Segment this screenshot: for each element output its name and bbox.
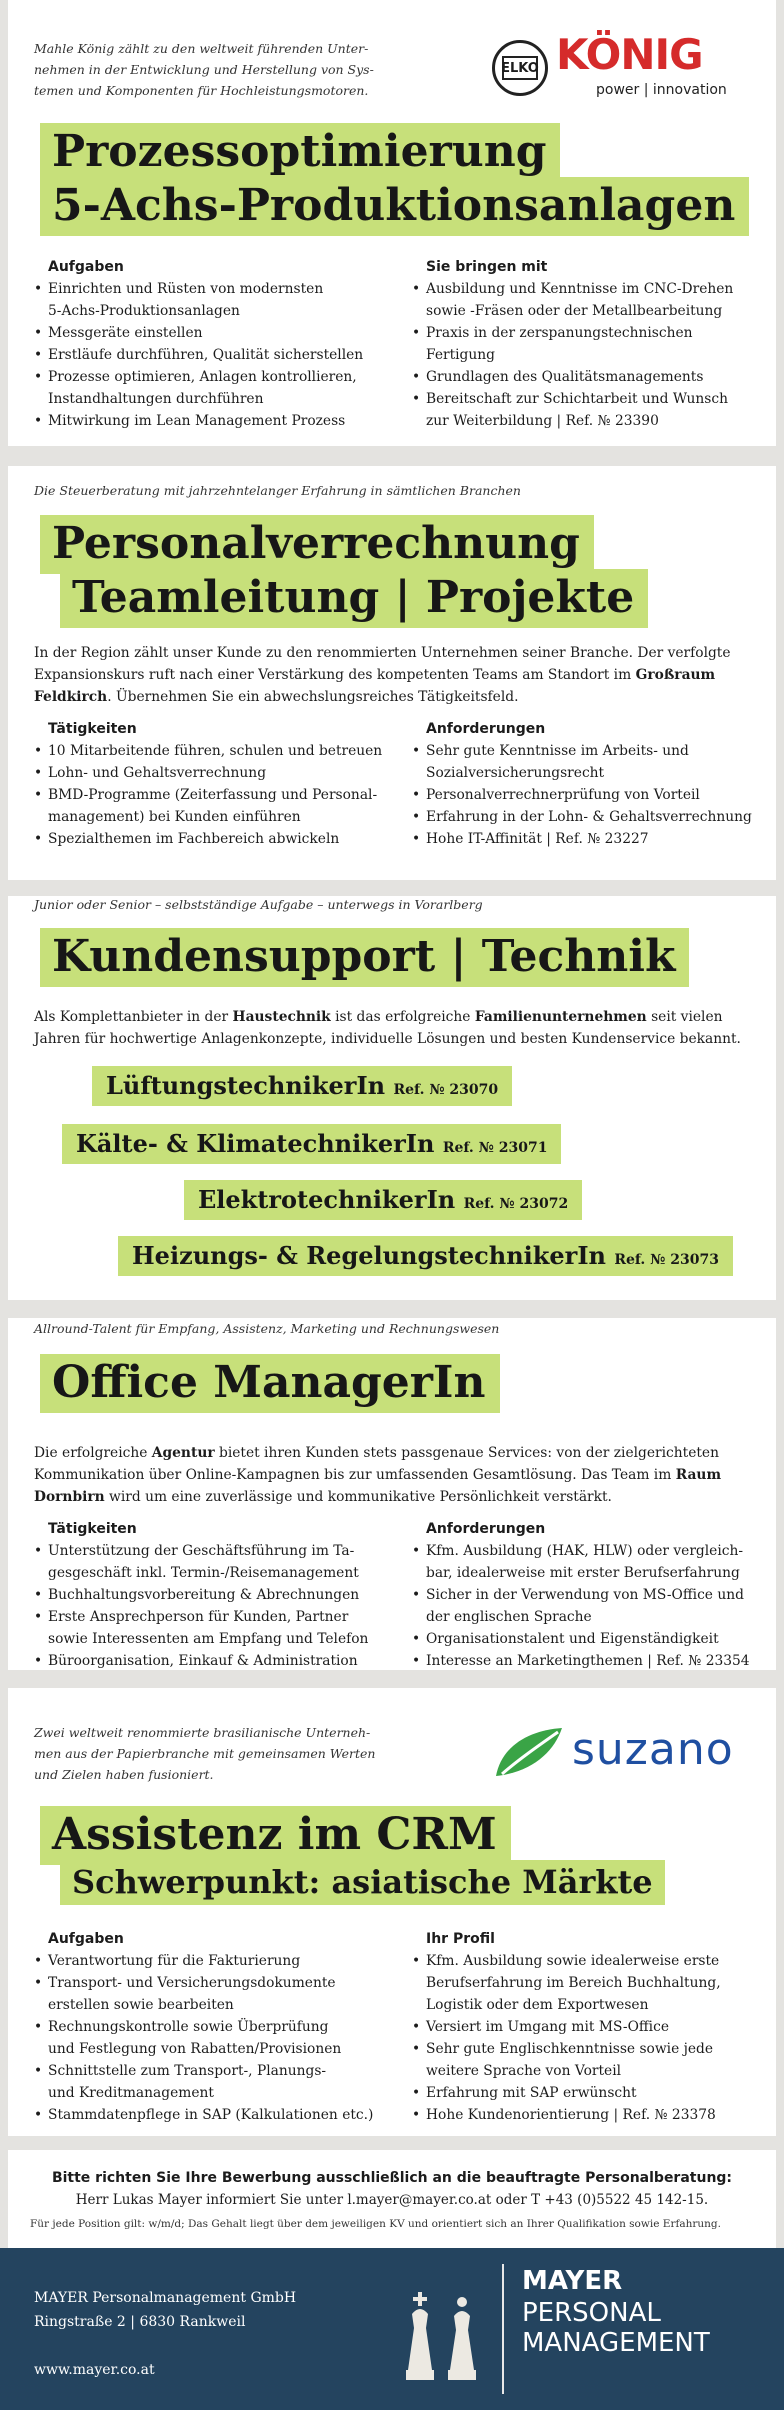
tasks-column [34,1928,394,2126]
intro-line: Mahle König zählt zu den weltweit führenden Unter- [34,41,369,56]
bullet-list [34,740,394,850]
bullet-list [34,1540,394,1672]
job-title-line: Kundensupport | Technik [40,928,689,987]
company-name: MAYER Personalmanagement GmbH [34,2290,297,2306]
list-item-cont: der englischen Sprache [426,1609,592,1625]
list-item-cont: Logistik oder dem Exportwesen [426,1997,649,2013]
chess-pieces-icon [404,2288,484,2388]
list-item-cont: Berufserfahrung im Bereich Buchhaltung, [426,1975,721,1991]
list-item: • Sicher in der Verwendung von MS-Office und [412,1584,772,1606]
ad-paragraph [34,642,750,708]
list-item-cont: erstellen sowie bearbeiten [48,1997,234,2013]
requirements-column [412,718,772,850]
ad-paragraph [34,1006,750,1050]
job-title-line: Teamleitung | Projekte [60,569,648,628]
para-text: Expansionskurs ruft nach einer Verstärkung des kompetenten Teams am Standort im [34,667,636,683]
para-line [34,1006,750,1028]
suzano-logo [492,1724,752,1784]
bullet-list [412,740,772,850]
intro-line: nehmen in der Entwicklung und Herstellung von Sys- [34,62,374,77]
koenig-wordmark: KÖNIG [556,30,703,79]
para-bold: Agentur [151,1445,215,1461]
list-item: • Verantwortung für die Fakturierung [34,1950,394,1972]
intro-line: temen und Komponenten für Hochleistungsmotoren. [34,83,369,98]
ad-intro [34,38,374,101]
list-item-cont: sowie -Fräsen oder der Metallbearbeitung [426,303,723,319]
list-item: • Interesse an Marketingthemen | Ref. № 23354 [412,1650,772,1672]
mayer-logo-line: MAYER [522,2266,623,2296]
para-line [34,1442,750,1464]
application-contact[interactable]: Herr Lukas Mayer informiert Sie unter l.mayer@mayer.co.at oder T +43 (0)5522 45 142-15. [75,2192,709,2208]
footer [0,2248,784,2410]
list-item-cont: sowie Interessenten am Empfang und Telefon [48,1631,369,1647]
column-heading: Aufgaben [48,259,124,275]
list-item: • Erstläufe durchführen, Qualität sicherstellen [34,344,394,366]
bullet-list [34,278,394,432]
list-item-cont: und Kreditmanagement [48,2085,214,2101]
tasks-column [34,1518,394,1672]
requirements-column [412,1518,772,1672]
tasks-column [34,718,394,850]
list-item: • Personalverrechnerprüfung von Vorteil [412,784,772,806]
list-item: • Mitwirkung im Lean Management Prozess [34,410,394,432]
intro-line: men aus der Papierbranche mit gemeinsamen Werten [34,1746,376,1761]
list-item: • Grundlagen des Qualitätsmanagements [412,366,772,388]
list-item-cont: Sozialversicherungsrecht [426,765,605,781]
suzano-leaf-icon [492,1724,566,1782]
column-heading: Tätigkeiten [48,1521,137,1537]
column-heading: Tätigkeiten [48,721,137,737]
para-line [34,1464,750,1486]
list-item: • Bereitschaft zur Schichtarbeit und Wunsch [412,388,772,410]
bullet-list [34,1950,394,2126]
job-title-line: Schwerpunkt: asiatische Märkte [60,1860,665,1905]
list-item: • 10 Mitarbeitende führen, schulen und betreuen [34,740,394,762]
para-line [34,1486,750,1508]
list-item: • Büroorganisation, Einkauf & Administration [34,1650,394,1672]
list-item-cont: weitere Sprache von Vorteil [426,2063,622,2079]
list-item: • Prozesse optimieren, Anlagen kontrollieren, [34,366,394,388]
job-tag [118,1236,733,1276]
list-item: • Sehr gute Kenntnisse im Arbeits- und [412,740,772,762]
job-title-line: Assistenz im CRM [40,1806,511,1865]
intro-line: Zwei weltweit renommierte brasilianische Unterneh- [34,1725,371,1740]
job-ad-office-manager [8,1318,776,1670]
para-line [34,686,750,708]
job-tag [184,1180,582,1220]
list-item: • Ausbildung und Kenntnisse im CNC-Drehen [412,278,772,300]
list-item-cont: 5-Achs-Produktionsanlagen [48,303,240,319]
list-item-cont: Instandhaltungen durchführen [48,391,264,407]
mayer-logo-line: PERSONAL [522,2298,661,2328]
job-title-line: Personalverrechnung [40,515,594,574]
job-tag-title: Heizungs- & RegelungstechnikerIn [132,1241,606,1270]
ad-intro: Die Steuerberatung mit jahrzehntelanger Erfahrung in sämtlichen Branchen [34,483,521,498]
requirements-column [412,256,772,432]
column-heading: Aufgaben [48,1931,124,1947]
application-info [8,2150,776,2248]
job-tag [92,1066,512,1106]
para-bold: Raum [675,1467,722,1483]
list-item: • Hohe IT-Affinität | Ref. № 23227 [412,828,772,850]
para-text: bietet ihren Kunden stets passgenaue Services: von der zielgerichteten [214,1445,719,1461]
para-text: Die erfolgreiche [34,1445,152,1461]
elko-badge-icon [492,40,548,96]
elko-text: ELKO [502,56,538,80]
job-ad-prozessoptimierung [8,0,776,446]
para-text: ist das erfolgreiche [330,1009,475,1025]
job-ad-kundensupport [8,896,776,1300]
list-item: • Praxis in der zerspanungstechnischen [412,322,772,344]
job-tag-title: ElektrotechnikerIn [198,1185,456,1214]
list-item-cont: Fertigung [426,347,495,363]
para-line: Jahren für hochwertige Anlagenkonzepte, individuelle Lösungen und besten Kundenservice bekannt. [34,1031,741,1047]
job-title-line: Office ManagerIn [40,1354,500,1413]
company-website-link[interactable]: www.mayer.co.at [34,2362,155,2378]
koenig-logo [492,30,762,106]
list-item: • Spezialthemen im Fachbereich abwickeln [34,828,394,850]
list-item-cont: gesgeschäft inkl. Termin-/Reisemanagement [48,1565,359,1581]
job-tag-title: LüftungstechnikerIn [106,1071,386,1100]
koenig-tagline: power | innovation [596,82,727,98]
para-bold: Haustechnik [232,1009,331,1025]
para-text: Kommunikation über Online-Kampagnen bis zur umfassenden Gesamtlösung. Das Team im [34,1467,676,1483]
list-item: • Kfm. Ausbildung sowie idealerweise erste [412,1950,772,1972]
para-bold: Familienunternehmen [474,1009,647,1025]
job-tag-ref: Ref. № 23072 [463,1196,569,1212]
tasks-column [34,256,394,432]
para-bold: Dornbirn [34,1489,105,1505]
bullet-list [412,278,772,432]
list-item: • Einrichten und Rüsten von modernsten [34,278,394,300]
job-ad-personalverrechnung [8,466,776,880]
company-address: Ringstraße 2 | 6830 Rankweil [34,2314,246,2330]
list-item: • Kfm. Ausbildung (HAK, HLW) oder vergleich- [412,1540,772,1562]
para-text: Als Komplettanbieter in der [34,1009,233,1025]
list-item: • Versiert im Umgang mit MS-Office [412,2016,772,2038]
job-title-line: Prozessoptimierung [40,123,560,182]
list-item: • Rechnungskontrolle sowie Überprüfung [34,2016,394,2038]
para-line: In der Region zählt unser Kunde zu den renommierten Unternehmen seiner Branche. Der verfolgte [34,645,731,661]
bullet-list [412,1950,772,2126]
job-tag [62,1124,561,1164]
column-heading: Sie bringen mit [426,259,548,275]
application-title: Bitte richten Sie Ihre Bewerbung ausschließlich an die beauftragte Personalberatung: [51,2170,733,2186]
ad-intro: Junior oder Senior – selbstständige Aufgabe – unterwegs in Vorarlberg [34,897,483,912]
para-text: seit vielen [646,1009,723,1025]
intro-line: und Zielen haben fusioniert. [34,1767,214,1782]
mayer-logo-line: MANAGEMENT [522,2328,710,2358]
ad-paragraph [34,1442,750,1508]
para-bold: Feldkirch [34,689,108,705]
list-item: • Stammdatenpflege in SAP (Kalkulationen etc.) [34,2104,394,2126]
list-item-cont: bar, idealerweise mit erster Berufserfahrung [426,1565,740,1581]
job-tag-ref: Ref. № 23073 [614,1252,719,1268]
ad-intro [34,1722,375,1785]
list-item: • Sehr gute Englischkenntnisse sowie jede [412,2038,772,2060]
job-tag-ref: Ref. № 23071 [442,1140,548,1156]
list-item: • Messgeräte einstellen [34,322,394,344]
list-item: • Erfahrung mit SAP erwünscht [412,2082,772,2104]
job-ad-assistenz-crm [8,1688,776,2136]
list-item-cont: zur Weiterbildung | Ref. № 23390 [426,413,659,429]
list-item: • Lohn- und Gehaltsverrechnung [34,762,394,784]
para-text: . Übernehmen Sie ein abwechslungsreiches Tätigkeitsfeld. [107,689,519,705]
list-item: • Organisationstalent und Eigenständigkeit [412,1628,772,1650]
bullet-list [412,1540,772,1672]
list-item: • Schnittstelle zum Transport-, Planungs- [34,2060,394,2082]
application-note: Für jede Position gilt: w/m/d; Das Gehalt liegt über dem jeweiligen KV und orientiert sich an Ihrer Qualifikation sowie Erfahrung. [30,2218,721,2230]
para-text: wird um eine zuverlässige und kommunikative Persönlichkeit verstärkt. [104,1489,612,1505]
list-item: • BMD-Programme (Zeiterfassung und Personal- [34,784,394,806]
column-heading: Ihr Profil [426,1931,495,1947]
list-item: • Transport- und Versicherungsdokumente [34,1972,394,1994]
list-item: • Buchhaltungsvorbereitung & Abrechnungen [34,1584,394,1606]
list-item-cont: management) bei Kunden einführen [48,809,301,825]
list-item: • Hohe Kundenorientierung | Ref. № 23378 [412,2104,772,2126]
list-item: • Unterstützung der Geschäftsführung im Ta- [34,1540,394,1562]
footer-divider [502,2264,504,2394]
job-title-line: 5-Achs-Produktionsanlagen [40,177,749,236]
column-heading: Anforderungen [426,1521,546,1537]
requirements-column [412,1928,772,2126]
list-item-cont: und Festlegung von Rabatten/Provisionen [48,2041,342,2057]
column-heading: Anforderungen [426,721,546,737]
ad-intro: Allround-Talent für Empfang, Assistenz, Marketing und Rechnungswesen [34,1321,500,1336]
suzano-wordmark: suzano [572,1724,734,1775]
job-tag-title: Kälte- & KlimatechnikerIn [76,1129,435,1158]
para-bold: Großraum [635,667,716,683]
para-line [34,664,750,686]
list-item: • Erste Ansprechperson für Kunden, Partner [34,1606,394,1628]
job-tag-ref: Ref. № 23070 [393,1082,499,1098]
list-item: • Erfahrung in der Lohn- & Gehaltsverrechnung [412,806,772,828]
